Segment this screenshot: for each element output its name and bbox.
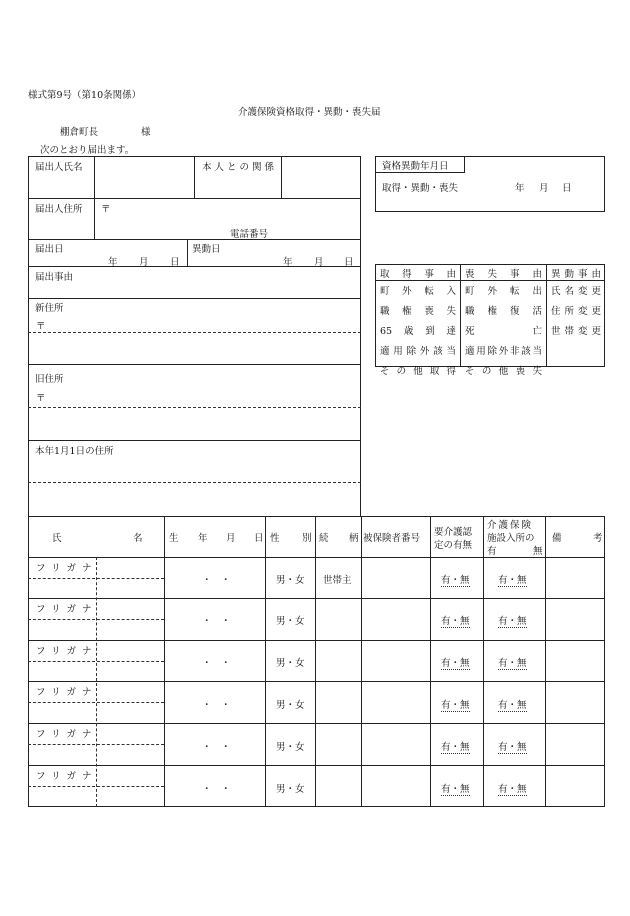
sex-options[interactable]: 男・女 [276, 575, 305, 586]
furigana-label: フリガナ [36, 729, 98, 740]
right-month: 月 [539, 183, 549, 194]
facility-options[interactable]: 有・無 [498, 572, 527, 587]
header-loss: 喪失事由 [465, 269, 542, 280]
dob-placeholder: ・ ・ [202, 700, 231, 711]
reason-item: 65歳到達 [380, 326, 456, 337]
col-sex-1: 性 [270, 533, 280, 544]
dob-placeholder: ・ ・ [202, 616, 231, 627]
right-year: 年 [515, 183, 525, 194]
dob-placeholder: ・ ・ [202, 784, 231, 795]
col-facility-1: 介護保険 [487, 520, 534, 531]
jan1-address-label: 本年1月1日の住所 [35, 446, 114, 457]
honorific: 様 [141, 127, 151, 138]
col-rel-2: 柄 [349, 533, 359, 544]
filing-day: 日 [170, 257, 180, 268]
filing-date-label: 届出日 [35, 244, 64, 255]
reason-item: 氏名変更 [551, 286, 601, 297]
furigana-label: フリガナ [36, 563, 98, 574]
facility-options[interactable]: 有・無 [498, 655, 527, 670]
phone-label: 電話番号 [230, 229, 269, 240]
col-facility-2: 施設入所の [487, 533, 535, 544]
care-cert-options[interactable]: 有・無 [441, 655, 470, 670]
acquire-reasons [376, 280, 460, 380]
reason-item: 適用除外非該当 [465, 346, 542, 357]
change-types: 取得・異動・喪失 [382, 183, 459, 194]
furigana-label: フリガナ [36, 646, 98, 657]
change-reasons [547, 280, 605, 340]
old-address-label: 旧住所 [35, 374, 64, 385]
col-dob-1: 生 [169, 533, 179, 544]
col-facility-3b: 無 [533, 546, 543, 557]
applicant-address-label: 届出人住所 [35, 204, 83, 215]
filing-year: 年 [108, 257, 118, 268]
reason-item: 職権復活 [465, 306, 542, 317]
reason-item: その他取得 [380, 366, 456, 377]
relation-label: 本人との関係 [202, 162, 278, 173]
col-dob-4: 日 [254, 533, 264, 544]
col-rel-1: 続 [319, 533, 329, 544]
facility-options[interactable]: 有・無 [498, 697, 527, 712]
dob-placeholder: ・ ・ [202, 658, 231, 669]
sex-options[interactable]: 男・女 [276, 616, 305, 627]
new-address-label: 新住所 [35, 303, 64, 314]
sex-options[interactable]: 男・女 [276, 784, 305, 795]
right-day: 日 [562, 183, 572, 194]
col-facility-3a: 有 [487, 546, 497, 557]
col-dob-3: 月 [226, 533, 236, 544]
col-remarks-1: 備 [552, 533, 562, 544]
care-cert-options[interactable]: 有・無 [441, 613, 470, 628]
loss-reasons [461, 280, 546, 380]
change-month: 月 [314, 257, 324, 268]
facility-options[interactable]: 有・無 [498, 613, 527, 628]
old-address-postal: 〒 [36, 393, 46, 404]
care-cert-options[interactable]: 有・無 [441, 739, 470, 754]
new-address-postal: 〒 [36, 321, 46, 332]
change-year: 年 [283, 257, 293, 268]
dob-placeholder: ・ ・ [202, 742, 231, 753]
form-number: 様式第9号（第10条関係） [28, 90, 142, 101]
reason-item: 適用除外該当 [380, 346, 456, 357]
furigana-label: フリガナ [36, 687, 98, 698]
reason-item: 住所変更 [551, 306, 601, 317]
reason-item: 死亡 [465, 326, 542, 337]
reason-label: 届出事由 [35, 272, 74, 283]
col-sex-2: 別 [302, 533, 312, 544]
care-cert-options[interactable]: 有・無 [441, 697, 470, 712]
relationship-value: 世帯主 [323, 575, 352, 586]
change-date-label: 異動日 [192, 244, 221, 255]
postal-mark: 〒 [101, 204, 111, 215]
sex-options[interactable]: 男・女 [276, 658, 305, 669]
col-remarks-2: 考 [593, 533, 603, 544]
sex-options[interactable]: 男・女 [276, 742, 305, 753]
care-cert-options[interactable]: 有・無 [441, 781, 470, 796]
sex-options[interactable]: 男・女 [276, 700, 305, 711]
right-change-date-label: 資格異動年月日 [382, 161, 449, 172]
header-acquire: 取得事由 [380, 269, 456, 280]
facility-options[interactable]: 有・無 [498, 781, 527, 796]
header-change: 異動事由 [551, 269, 601, 280]
reason-item: その他喪失 [465, 366, 542, 377]
reason-item: 町外転出 [465, 286, 542, 297]
dob-placeholder: ・ ・ [202, 575, 231, 586]
reason-item: 世帯変更 [551, 326, 601, 337]
col-name-2: 名 [133, 533, 143, 544]
intro-text: 次のとおり届出ます。 [40, 145, 135, 156]
col-insured-number: 被保険者番号 [363, 533, 421, 544]
form-title: 介護保険資格取得・異動・喪失届 [238, 107, 381, 118]
col-name-1: 氏 [52, 533, 62, 544]
applicant-name-label: 届出人氏名 [35, 162, 83, 173]
reason-item: 町外転入 [380, 286, 456, 297]
furigana-label: フリガナ [36, 771, 98, 782]
facility-options[interactable]: 有・無 [498, 739, 527, 754]
filing-month: 月 [139, 257, 149, 268]
care-cert-options[interactable]: 有・無 [441, 572, 470, 587]
reason-item: 職権喪失 [380, 306, 456, 317]
change-day: 日 [344, 257, 354, 268]
col-care-cert-2: 定の有無 [434, 540, 473, 551]
col-care-cert-1: 要介護認 [434, 527, 473, 538]
addressee: 棚倉町長 [60, 127, 99, 138]
furigana-label: フリガナ [36, 604, 98, 615]
col-dob-2: 年 [198, 533, 208, 544]
